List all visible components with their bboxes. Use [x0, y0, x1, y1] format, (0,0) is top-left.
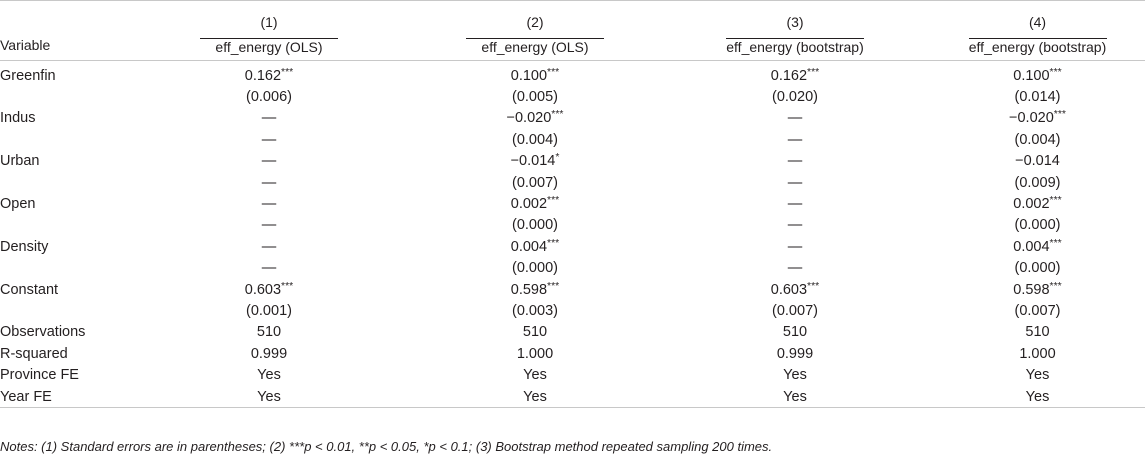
row-label — [0, 215, 128, 236]
table-row — [0, 151, 1145, 172]
table-cell: — — [787, 196, 803, 213]
table-cell: — — [261, 196, 277, 213]
table-cell: 0.002*** — [1013, 195, 1062, 213]
table-cell: Yes — [1025, 388, 1050, 405]
row-label: Density — [0, 238, 49, 255]
table-cell: −0.020*** — [1009, 109, 1066, 127]
row-label: Observations — [0, 324, 86, 341]
table-cell: (0.007) — [1014, 302, 1061, 319]
table-cell: 0.162*** — [770, 66, 820, 84]
table-cell: — — [261, 174, 277, 191]
table-row — [0, 258, 1145, 279]
model-name: eff_energy (OLS) — [215, 38, 323, 55]
table-notes: Notes: (1) Standard errors are in parentheses; (2) ***p < 0.01, **p < 0.05, *p < 0.1; (3) Bootstrap method repeated sampling 200 times. — [0, 439, 773, 454]
row-label — [0, 129, 128, 150]
table-row — [0, 343, 1145, 364]
significance-stars: *** — [1049, 237, 1062, 249]
table-cell: 510 — [782, 324, 808, 341]
table-cell: 0.603*** — [244, 280, 294, 298]
significance-stars: *** — [281, 66, 294, 78]
significance-stars: *** — [551, 109, 564, 121]
table-cell: Yes — [257, 367, 281, 384]
table-cell: (0.000) — [1014, 217, 1061, 234]
significance-stars: *** — [281, 280, 294, 292]
table-row — [0, 300, 1145, 321]
model-header-row — [0, 30, 1145, 61]
table-row — [0, 108, 1145, 129]
empty-header-cell — [0, 1, 128, 30]
table-cell: 510 — [522, 324, 548, 341]
row-label — [0, 258, 128, 279]
table-cell: (0.004) — [1014, 131, 1061, 148]
significance-stars: *** — [547, 280, 560, 292]
significance-stars: *** — [1049, 66, 1062, 78]
table-cell: 0.100*** — [1013, 66, 1062, 84]
table-cell: — — [261, 238, 277, 255]
table-cell: (0.009) — [1014, 174, 1061, 191]
table-cell: — — [787, 110, 803, 127]
table-cell: — — [261, 260, 277, 277]
table-cell: Yes — [523, 367, 547, 384]
table-row — [0, 61, 1145, 86]
row-label — [0, 86, 128, 107]
table-cell: 0.598*** — [1013, 280, 1062, 298]
table-row — [0, 172, 1145, 193]
significance-stars: *** — [807, 280, 820, 292]
table-cell: — — [787, 260, 803, 277]
row-label: Province FE — [0, 367, 79, 384]
table-cell: (0.020) — [772, 89, 818, 106]
table-row — [0, 86, 1145, 107]
row-label: Open — [0, 196, 36, 213]
table-cell: −0.014* — [510, 152, 560, 170]
table-cell: Yes — [783, 388, 807, 405]
table-cell: (0.014) — [1014, 89, 1061, 106]
model-name: eff_energy (bootstrap) — [726, 38, 864, 55]
table-cell: (0.000) — [512, 217, 558, 234]
significance-stars: *** — [1049, 280, 1062, 292]
row-label — [0, 172, 128, 193]
row-label — [0, 300, 128, 321]
table-cell: — — [261, 217, 277, 234]
row-label: Greenfin — [0, 67, 56, 84]
table-row — [0, 215, 1145, 236]
model-name: eff_energy (OLS) — [481, 38, 589, 55]
table-cell: 0.162*** — [244, 66, 294, 84]
table-cell: — — [787, 153, 803, 170]
table-cell: 0.999 — [250, 345, 288, 362]
significance-stars: *** — [1053, 109, 1066, 121]
row-label: Year FE — [0, 388, 52, 405]
table-cell: 510 — [1025, 324, 1050, 341]
table-cell: −0.014 — [1015, 153, 1060, 170]
column-number: (2) — [526, 14, 544, 30]
table-cell: (0.005) — [512, 89, 558, 106]
table-cell: — — [787, 131, 803, 148]
significance-stars: * — [555, 152, 560, 164]
table-cell: Yes — [783, 367, 807, 384]
significance-stars: *** — [547, 237, 560, 249]
column-number: (4) — [1028, 14, 1047, 30]
table-row — [0, 279, 1145, 300]
column-number-row — [0, 1, 1145, 30]
table-cell: (0.006) — [246, 89, 292, 106]
row-label: R-squared — [0, 345, 68, 362]
table-cell: −0.020*** — [506, 109, 564, 127]
column-number: (1) — [260, 14, 278, 30]
significance-stars: *** — [807, 66, 820, 78]
row-label: Urban — [0, 153, 40, 170]
table-cell: 0.603*** — [770, 280, 820, 298]
table-cell: (0.007) — [772, 302, 818, 319]
bottom-rule — [0, 408, 1145, 409]
model-name: eff_energy (bootstrap) — [968, 38, 1107, 55]
table-cell: (0.001) — [246, 302, 292, 319]
table-cell: (0.007) — [512, 174, 558, 191]
table-cell: 0.002*** — [510, 195, 560, 213]
table-cell: 0.004*** — [510, 237, 560, 255]
table-cell: Yes — [1025, 367, 1050, 384]
table-cell: — — [787, 174, 803, 191]
table-row — [0, 322, 1145, 343]
table-cell: 510 — [256, 324, 282, 341]
table-row — [0, 236, 1145, 257]
table-row — [0, 193, 1145, 214]
table-row — [0, 129, 1145, 150]
table-cell: (0.000) — [512, 260, 558, 277]
table-cell: Yes — [523, 388, 547, 405]
table-cell: 0.004*** — [1013, 237, 1062, 255]
variable-header: Variable — [0, 37, 51, 53]
table-cell: — — [261, 110, 277, 127]
table-cell: Yes — [257, 388, 281, 405]
table-cell: — — [787, 217, 803, 234]
table-cell: 1.000 — [1019, 345, 1056, 362]
row-label: Indus — [0, 110, 36, 127]
table-cell: (0.003) — [512, 302, 558, 319]
table-cell: (0.004) — [512, 131, 558, 148]
table-cell: 1.000 — [516, 345, 554, 362]
table-cell: — — [261, 131, 277, 148]
row-label: Constant — [0, 281, 59, 298]
table-cell: — — [261, 153, 277, 170]
table-cell: 0.999 — [776, 345, 814, 362]
table-cell: 0.100*** — [510, 66, 560, 84]
table-cell: — — [787, 238, 803, 255]
table-cell: 0.598*** — [510, 280, 560, 298]
significance-stars: *** — [547, 195, 560, 207]
table-row — [0, 386, 1145, 408]
column-number: (3) — [786, 14, 804, 30]
significance-stars: *** — [547, 66, 560, 78]
table-cell: (0.000) — [1014, 260, 1061, 277]
significance-stars: *** — [1049, 195, 1062, 207]
table-row — [0, 364, 1145, 385]
